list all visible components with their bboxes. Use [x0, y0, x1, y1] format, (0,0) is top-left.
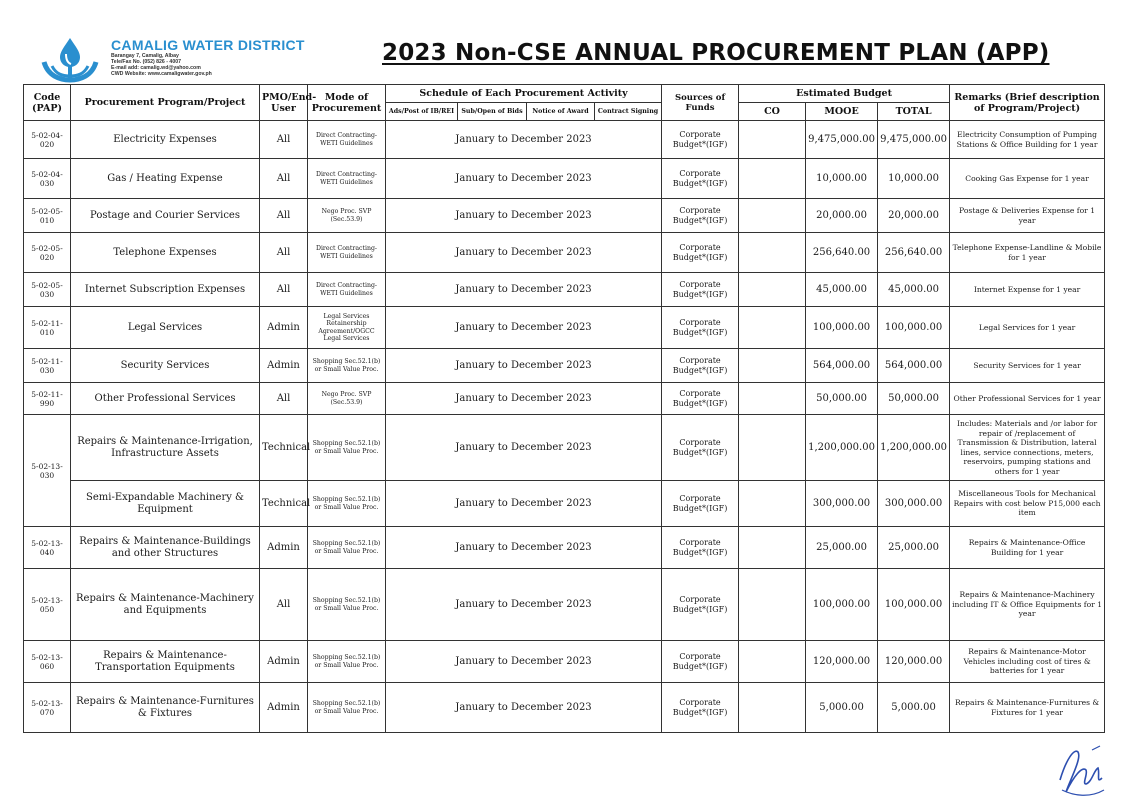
row-schedule: January to December 2023 [386, 159, 662, 199]
row-co [739, 683, 806, 733]
row-mode: Shopping Sec.52.1(b) or Small Value Proc. [308, 415, 386, 481]
row-total: 25,000.00 [878, 527, 950, 569]
table-row [24, 159, 1105, 199]
table-row [24, 481, 1105, 527]
row-remarks: Miscellaneous Tools for Mechanical Repairs with cost below P15,000 each item [950, 481, 1105, 527]
row-program: Legal Services [71, 307, 260, 349]
row-source: Corporate Budget*(IGF) [662, 159, 739, 199]
row-co [739, 641, 806, 683]
row-mode: Nego Proc. SVP (Sec.53.9) [308, 383, 386, 415]
row-total: 256,640.00 [878, 233, 950, 273]
organization-block [111, 37, 305, 77]
row-schedule: January to December 2023 [386, 383, 662, 415]
organization-name: CAMALIG WATER DISTRICT [111, 37, 305, 53]
row-co [739, 415, 806, 481]
header-contract: Contract Signing [595, 103, 662, 121]
row-remarks: Repairs & Maintenance-Machinery including IT & Office Equipments for 1 year [950, 569, 1105, 641]
row-pmo: All [260, 383, 308, 415]
table-row [24, 349, 1105, 383]
row-pmo: All [260, 273, 308, 307]
row-pmo: All [260, 569, 308, 641]
table-row [24, 415, 1105, 481]
row-pmo: Admin [260, 349, 308, 383]
header-mooe: MOOE [806, 103, 878, 121]
row-pmo: All [260, 121, 308, 159]
row-co [739, 159, 806, 199]
row-pmo: All [260, 159, 308, 199]
table-row [24, 683, 1105, 733]
row-total: 45,000.00 [878, 273, 950, 307]
row-code: 5-02-13-040 [24, 527, 71, 569]
header-schedule: Schedule of Each Procurement Activity [386, 85, 662, 103]
table-body [24, 121, 1105, 733]
row-schedule: January to December 2023 [386, 307, 662, 349]
row-source: Corporate Budget*(IGF) [662, 233, 739, 273]
header-total: TOTAL [878, 103, 950, 121]
row-remarks: Repairs & Maintenance-Furnitures & Fixtures for 1 year [950, 683, 1105, 733]
row-mode: Direct Contracting-WETI Guidelines [308, 121, 386, 159]
header-co: CO [739, 103, 806, 121]
table-row [24, 569, 1105, 641]
row-mooe: 1,200,000.00 [806, 415, 878, 481]
document-header [0, 0, 1137, 88]
row-source: Corporate Budget*(IGF) [662, 527, 739, 569]
row-schedule: January to December 2023 [386, 569, 662, 641]
row-mode: Shopping Sec.52.1(b) or Small Value Proc. [308, 481, 386, 527]
row-remarks: Security Services for 1 year [950, 349, 1105, 383]
row-pmo: All [260, 199, 308, 233]
row-remarks: Internet Expense for 1 year [950, 273, 1105, 307]
row-co [739, 199, 806, 233]
row-mooe: 100,000.00 [806, 307, 878, 349]
row-remarks: Other Professional Services for 1 year [950, 383, 1105, 415]
row-schedule: January to December 2023 [386, 683, 662, 733]
header-code: Code (PAP) [24, 85, 71, 121]
row-total: 5,000.00 [878, 683, 950, 733]
row-mooe: 10,000.00 [806, 159, 878, 199]
row-code: 5-02-13-070 [24, 683, 71, 733]
table-row [24, 383, 1105, 415]
row-pmo: Admin [260, 683, 308, 733]
row-mooe: 20,000.00 [806, 199, 878, 233]
row-pmo: All [260, 233, 308, 273]
row-mode: Shopping Sec.52.1(b) or Small Value Proc. [308, 527, 386, 569]
table-row [24, 273, 1105, 307]
row-pmo: Admin [260, 641, 308, 683]
row-mooe: 300,000.00 [806, 481, 878, 527]
row-mode: Shopping Sec.52.1(b) or Small Value Proc. [308, 683, 386, 733]
row-mode: Direct Contracting-WETI Guidelines [308, 233, 386, 273]
table-row [24, 199, 1105, 233]
row-mooe: 45,000.00 [806, 273, 878, 307]
row-co [739, 349, 806, 383]
row-schedule: January to December 2023 [386, 273, 662, 307]
row-code: 5-02-11-030 [24, 349, 71, 383]
header-budget: Estimated Budget [739, 85, 950, 103]
row-source: Corporate Budget*(IGF) [662, 683, 739, 733]
row-schedule: January to December 2023 [386, 415, 662, 481]
row-source: Corporate Budget*(IGF) [662, 641, 739, 683]
row-mooe: 50,000.00 [806, 383, 878, 415]
signature-mark [1052, 740, 1112, 802]
row-total: 100,000.00 [878, 307, 950, 349]
table-row [24, 527, 1105, 569]
row-total: 300,000.00 [878, 481, 950, 527]
row-program: Semi-Expandable Machinery & Equipment [71, 481, 260, 527]
row-mooe: 25,000.00 [806, 527, 878, 569]
row-code: 5-02-05-010 [24, 199, 71, 233]
row-co [739, 273, 806, 307]
row-code: 5-02-11-990 [24, 383, 71, 415]
row-schedule: January to December 2023 [386, 641, 662, 683]
row-co [739, 481, 806, 527]
row-pmo: Admin [260, 527, 308, 569]
row-mooe: 120,000.00 [806, 641, 878, 683]
table-header [24, 85, 1105, 121]
row-code: 5-02-04-020 [24, 121, 71, 159]
row-program: Telephone Expenses [71, 233, 260, 273]
table-row [24, 641, 1105, 683]
row-schedule: January to December 2023 [386, 349, 662, 383]
row-mooe: 9,475,000.00 [806, 121, 878, 159]
row-source: Corporate Budget*(IGF) [662, 121, 739, 159]
row-mode: Nego Proc. SVP (Sec.53.9) [308, 199, 386, 233]
row-schedule: January to December 2023 [386, 121, 662, 159]
row-total: 120,000.00 [878, 641, 950, 683]
row-code: 5-02-11-010 [24, 307, 71, 349]
row-program: Repairs & Maintenance-Machinery and Equipments [71, 569, 260, 641]
row-source: Corporate Budget*(IGF) [662, 415, 739, 481]
row-code: 5-02-05-020 [24, 233, 71, 273]
row-co [739, 121, 806, 159]
row-mooe: 5,000.00 [806, 683, 878, 733]
organization-telefax: Tele/Fax No. (052) 826 - 4007 [111, 59, 181, 65]
row-co [739, 307, 806, 349]
row-source: Corporate Budget*(IGF) [662, 383, 739, 415]
row-remarks: Repairs & Maintenance-Motor Vehicles including cost of tires & batteries for 1 year [950, 641, 1105, 683]
row-mode: Shopping Sec.52.1(b) or Small Value Proc. [308, 349, 386, 383]
organization-address: Barangay 7, Camalig, Albay [111, 53, 179, 59]
table-row [24, 307, 1105, 349]
row-total: 50,000.00 [878, 383, 950, 415]
header-sub-open: Sub/Open of Bids [458, 103, 527, 121]
row-remarks: Includes: Materials and /or labor for repair of /replacement of Transmission & Distribution, lateral lines, service connections, meters, reservoirs, pumping stations and others for 1 year [950, 415, 1105, 481]
procurement-plan-table [23, 84, 1105, 733]
row-pmo: Admin [260, 307, 308, 349]
row-program: Security Services [71, 349, 260, 383]
row-program: Internet Subscription Expenses [71, 273, 260, 307]
row-remarks: Electricity Consumption of Pumping Stations & Office Building for 1 year [950, 121, 1105, 159]
document-title: 2023 Non-CSE ANNUAL PROCUREMENT PLAN (APP) [382, 40, 1050, 66]
row-co [739, 383, 806, 415]
row-program: Gas / Heating Expense [71, 159, 260, 199]
row-code: 5-02-04-030 [24, 159, 71, 199]
row-program: Repairs & Maintenance-Buildings and other Structures [71, 527, 260, 569]
row-mode: Direct Contracting-WETI Guidelines [308, 159, 386, 199]
row-remarks: Legal Services for 1 year [950, 307, 1105, 349]
row-source: Corporate Budget*(IGF) [662, 307, 739, 349]
row-code: 5-02-13-050 [24, 569, 71, 641]
row-schedule: January to December 2023 [386, 233, 662, 273]
row-mode: Direct Contracting-WETI Guidelines [308, 273, 386, 307]
row-remarks: Repairs & Maintenance-Office Building for 1 year [950, 527, 1105, 569]
row-co [739, 233, 806, 273]
header-mode: Mode of Procurement [308, 85, 386, 121]
header-ads: Ads/Post of IB/REI [386, 103, 458, 121]
header-program: Procurement Program/Project [71, 85, 260, 121]
row-mode: Shopping Sec.52.1(b) or Small Value Proc. [308, 641, 386, 683]
row-program: Repairs & Maintenance-Furnitures & Fixtures [71, 683, 260, 733]
row-source: Corporate Budget*(IGF) [662, 199, 739, 233]
row-total: 9,475,000.00 [878, 121, 950, 159]
row-remarks: Telephone Expense-Landline & Mobile for 1 year [950, 233, 1105, 273]
row-mooe: 256,640.00 [806, 233, 878, 273]
row-code: 5-02-13-060 [24, 641, 71, 683]
row-program: Repairs & Maintenance-Irrigation, Infrastructure Assets [71, 415, 260, 481]
row-source: Corporate Budget*(IGF) [662, 273, 739, 307]
header-pmo: PMO/End-User [260, 85, 308, 121]
row-remarks: Postage & Deliveries Expense for 1 year [950, 199, 1105, 233]
row-schedule: January to December 2023 [386, 481, 662, 527]
row-program: Repairs & Maintenance-Transportation Equipments [71, 641, 260, 683]
organization-email: E-mail add: camalig.wd@yahoo.com [111, 65, 201, 71]
row-program: Electricity Expenses [71, 121, 260, 159]
row-total: 100,000.00 [878, 569, 950, 641]
row-total: 1,200,000.00 [878, 415, 950, 481]
water-district-logo [40, 36, 100, 82]
row-program: Postage and Courier Services [71, 199, 260, 233]
table-row [24, 233, 1105, 273]
row-co [739, 569, 806, 641]
row-total: 20,000.00 [878, 199, 950, 233]
row-mooe: 100,000.00 [806, 569, 878, 641]
row-pmo: Technical [260, 481, 308, 527]
header-notice: Notice of Award [527, 103, 595, 121]
row-mooe: 564,000.00 [806, 349, 878, 383]
organization-website: CWD Website: www.camaligwater.gov.ph [111, 71, 212, 77]
row-mode: Shopping Sec.52.1(b) or Small Value Proc. [308, 569, 386, 641]
row-pmo: Technical [260, 415, 308, 481]
row-source: Corporate Budget*(IGF) [662, 349, 739, 383]
row-source: Corporate Budget*(IGF) [662, 569, 739, 641]
row-schedule: January to December 2023 [386, 527, 662, 569]
header-source: Sources of Funds [662, 85, 739, 121]
row-code: 5-02-13-030 [24, 415, 71, 527]
table-row [24, 121, 1105, 159]
row-source: Corporate Budget*(IGF) [662, 481, 739, 527]
row-remarks: Cooking Gas Expense for 1 year [950, 159, 1105, 199]
row-schedule: January to December 2023 [386, 199, 662, 233]
row-mode: Legal Services Retainership Agreement/OGCC Legal Services [308, 307, 386, 349]
header-remarks: Remarks (Brief description of Program/Project) [950, 85, 1105, 121]
row-total: 564,000.00 [878, 349, 950, 383]
row-co [739, 527, 806, 569]
row-total: 10,000.00 [878, 159, 950, 199]
row-code: 5-02-05-030 [24, 273, 71, 307]
row-program: Other Professional Services [71, 383, 260, 415]
